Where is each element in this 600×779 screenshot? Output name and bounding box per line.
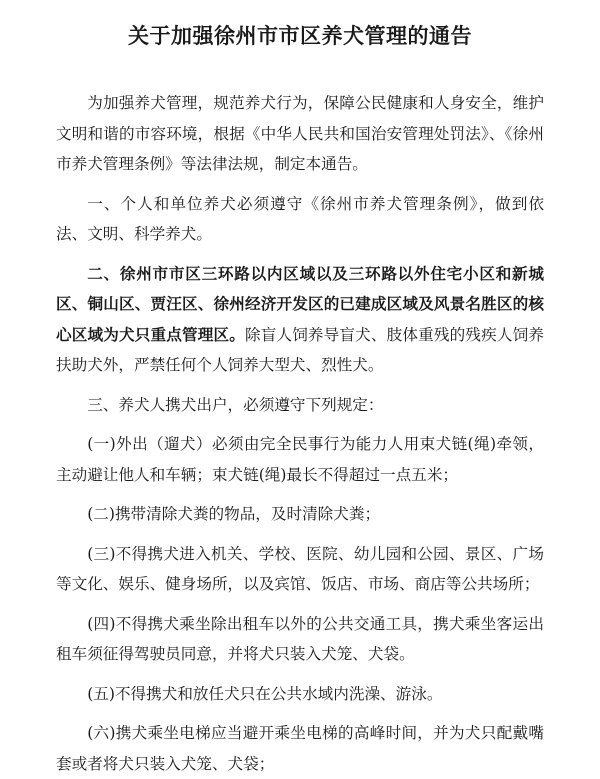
item-3-paragraph: 三、养犬人携犬出户，必须遵守下列规定： xyxy=(87,395,384,414)
sub-item-6-paragraph: (六)携犬乘坐电梯应当避开乘坐电梯的高峰时间，并为犬只配戴嘴套或者将犬只装入犬笼、犬袋； xyxy=(56,724,544,773)
sub-item-1-paragraph: (一)外出（遛犬）必须由完全民事行为能力人用束犬链(绳)牵领，主动避让他人和车辆；束犬链(绳)最长不得超过一点五米； xyxy=(56,435,544,484)
sub-item-4-paragraph: (四)不得携犬乘坐除出租车以外的公共交通工具，携犬乘坐客运出租车须征得驾驶员同意，并将犬只装入犬笼、犬袋。 xyxy=(56,614,544,663)
item-2-bold-text: 二、徐州市市区三环路以内区域以及三环路以外住宅小区和新城区、铜山区、贾汪区、徐州经济开发区的已建成区域及风景名胜区的核心区域为犬只重点管理区。 xyxy=(56,263,544,344)
sub-item-3-paragraph: (三)不得携犬进入机关、学校、医院、幼儿园和公园、景区、广场等文化、娱乐、健身场所，以及宾馆、饭店、市场、商店等公共场所； xyxy=(56,544,544,593)
document-title: 关于加强徐州市市区养犬管理的通告 xyxy=(128,24,472,48)
item-1-paragraph: 一、个人和单位养犬必须遵守《徐州市养犬管理条例》，做到依法、文明、科学养犬。 xyxy=(56,194,544,243)
item-2-rest-text: 除盲人饲养导盲犬、肢体重残的残疾人饲养扶助犬外，严禁任何个人饲养大型犬、烈性犬。 xyxy=(56,325,544,374)
sub-item-5-paragraph: (五)不得携犬和放任犬只在公共水域内洗澡、游泳。 xyxy=(87,684,443,703)
item-2-paragraph xyxy=(56,259,544,381)
intro-paragraph: 为加强养犬管理，规范养犬行为，保障公民健康和人身安全，维护文明和谐的市容环境，根据《中华人民共和国治安管理处罚法》、《徐州市养犬管理条例》等法律法规，制定本通告。 xyxy=(56,94,544,173)
sub-item-2-paragraph: (二)携带清除犬粪的物品，及时清除犬粪； xyxy=(87,505,381,523)
